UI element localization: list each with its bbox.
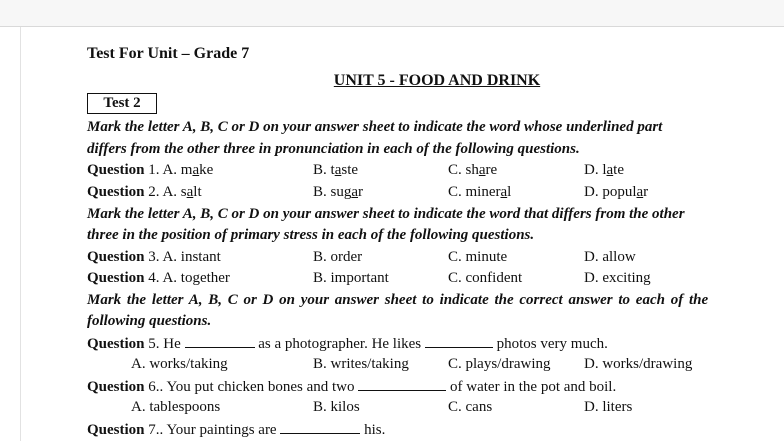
q6-blank <box>358 377 446 391</box>
q4-option-c: C. confident <box>448 270 523 286</box>
q1-option-a: A. make <box>162 162 214 178</box>
pronunciation-instruction-line-1: Mark the letter A, B, C or D on your answer sheet to indicate the word whose underlined part <box>87 119 663 135</box>
q4-option-a: A. together <box>162 270 230 286</box>
q7-blank <box>280 420 360 434</box>
stress-instruction-line-1: Mark the letter A, B, C or D on your answer sheet to indicate the word that differs from the other <box>87 206 685 222</box>
q5-option-c: C. plays/drawing <box>448 356 551 372</box>
q4-option-b: B. important <box>313 270 389 286</box>
q3-option-a: A. instant <box>162 249 221 265</box>
q1-option-b: B. taste <box>313 162 359 178</box>
question-1-label: Question 1. A. make <box>87 162 214 178</box>
q4-option-d: D. exciting <box>584 270 651 286</box>
q2-option-a: A. salt <box>162 184 202 200</box>
question-4-label: Question 4. A. together <box>87 270 230 286</box>
q5-option-b: B. writes/taking <box>313 356 409 372</box>
q5-option-a: A. works/taking <box>131 356 228 372</box>
stress-instruction-line-2: three in the position of primary stress in each of the following questions. <box>87 227 535 243</box>
q6-option-a: A. tablespoons <box>131 399 221 415</box>
q2-option-d: D. popular <box>584 184 649 200</box>
q6-option-b: B. kilos <box>313 399 360 415</box>
q6-option-c: C. cans <box>448 399 493 415</box>
question-5-stem: Question 5. He as a photographer. He likes photos very much. <box>87 336 608 352</box>
correct-instruction-line-2: following questions. <box>87 313 212 329</box>
question-6-stem: Question 6.. You put chicken bones and two of water in the pot and boil. <box>87 379 617 395</box>
q3-option-b: B. order <box>313 249 363 265</box>
q2-option-b: B. sugar <box>313 184 364 200</box>
q5-blank-1 <box>185 334 255 348</box>
q1-option-c: C. share <box>448 162 498 178</box>
unit-title: UNIT 5 - FOOD AND DRINK <box>333 72 541 89</box>
q6-option-d: D. liters <box>584 399 633 415</box>
pronunciation-instruction-line-2: differs from the other three in pronunciation in each of the following questions. <box>87 141 580 157</box>
q3-option-c: C. minute <box>448 249 508 265</box>
question-3-label: Question 3. A. instant <box>87 249 221 265</box>
test-title: Test For Unit – Grade 7 <box>87 45 250 62</box>
q3-option-d: D. allow <box>584 249 636 265</box>
document-page <box>20 27 784 441</box>
q2-option-c: C. mineral <box>448 184 512 200</box>
q5-option-d: D. works/drawing <box>584 356 693 372</box>
viewer-top-bar <box>0 0 784 27</box>
correct-instruction-line-1: Mark the letter A, B, C or D on your answer sheet to indicate the correct answer to each of the <box>87 292 709 308</box>
q1-option-d: D. late <box>584 162 624 178</box>
question-7-stem: Question 7.. Your paintings are his. <box>87 422 386 438</box>
question-2-label: Question 2. A. salt <box>87 184 202 200</box>
q5-blank-2 <box>425 334 493 348</box>
test-number-box: Test 2 <box>87 93 157 114</box>
